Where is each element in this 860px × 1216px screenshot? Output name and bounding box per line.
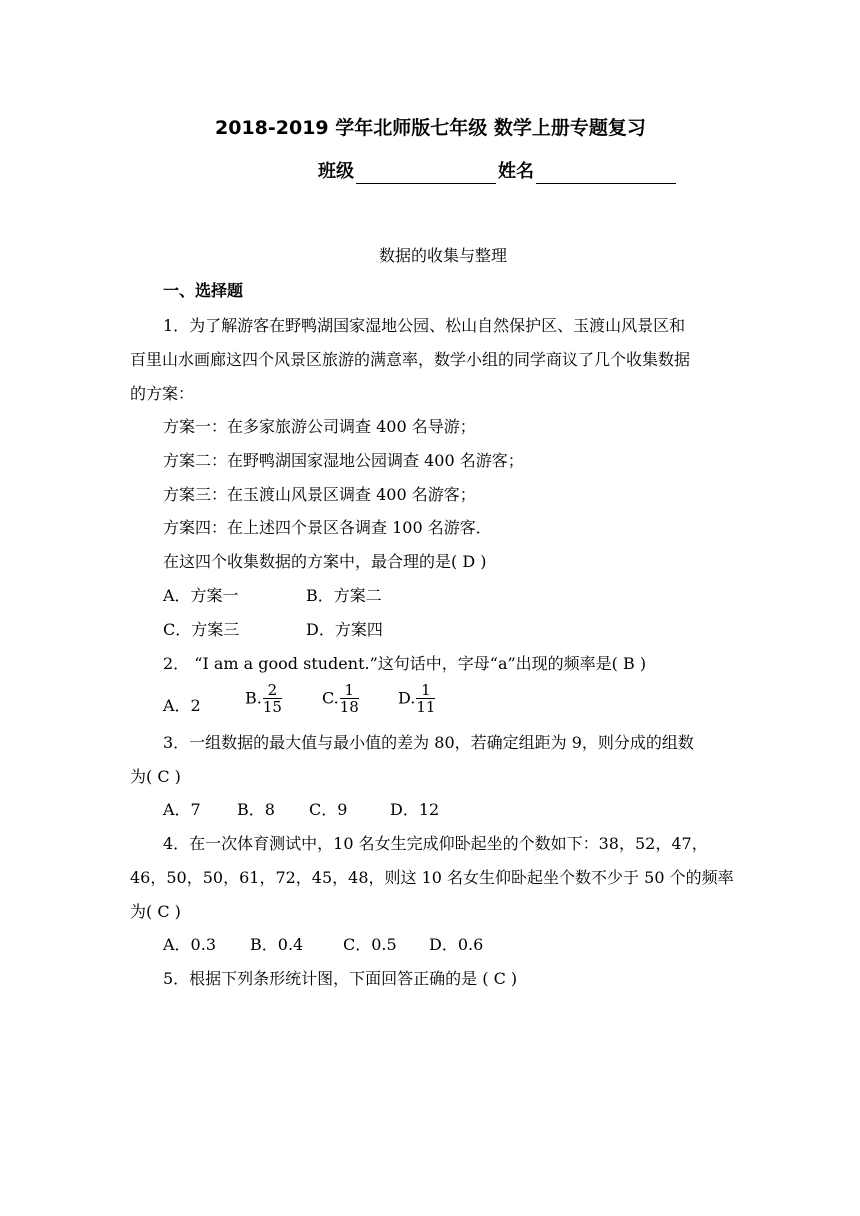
q1-line-1: 1．为了解游客在野鸭湖国家湿地公园、松山自然保护区、玉渡山风景区和 bbox=[163, 316, 686, 335]
q1-question: 在这四个收集数据的方案中，最合理的是( D ) bbox=[163, 552, 487, 571]
q3-option-b: B．8 bbox=[237, 800, 275, 819]
q2-option-b bbox=[245, 682, 282, 715]
q3-line-1: 3．一组数据的最大值与最小值的差为 80，若确定组距为 9，则分成的组数 bbox=[163, 733, 694, 752]
q1-line-2: 百里山水画廊这四个风景区旅游的满意率，数学小组的同学商议了几个收集数据 bbox=[130, 350, 691, 369]
q3-option-d: D．12 bbox=[390, 800, 440, 819]
q1-plan-4: 方案四：在上述四个景区各调查 100 名游客． bbox=[163, 518, 492, 537]
student-info-line bbox=[318, 160, 678, 184]
q1-line-3: 的方案： bbox=[130, 384, 195, 403]
q1-plan-2: 方案二：在野鸭湖国家湿地公园调查 400 名游客； bbox=[163, 451, 524, 470]
fraction-denominator: 18 bbox=[339, 698, 359, 716]
class-label: 班级 bbox=[318, 161, 354, 182]
q4-option-d: D．0.6 bbox=[429, 935, 484, 954]
fraction bbox=[340, 682, 359, 715]
q2-option-d-prefix: D. bbox=[398, 688, 416, 708]
fraction-denominator: 11 bbox=[416, 698, 436, 716]
q1-option-d: D．方案四 bbox=[306, 620, 383, 639]
q4-line-2: 46，50，50，61，72，45，48，则这 10 名女生仰卧起坐个数不少于 50 个的频率 bbox=[130, 868, 734, 887]
q4-option-c: C．0.5 bbox=[343, 935, 397, 954]
section-heading: 一、选择题 bbox=[163, 281, 244, 300]
q2-option-b-prefix: B. bbox=[245, 688, 262, 708]
q1-option-b: B．方案二 bbox=[306, 586, 382, 605]
q4-line-1: 4．在一次体育测试中，10 名女生完成仰卧起坐的个数如下：38，52，47， bbox=[163, 834, 708, 853]
fraction-numerator: 1 bbox=[340, 682, 359, 699]
q1-plan-3: 方案三：在玉渡山风景区调查 400 名游客； bbox=[163, 485, 476, 504]
q2-stem: 2． “I am a good student.”这句话中，字母“a”出现的频率是( B ) bbox=[163, 654, 647, 673]
fraction-numerator: 1 bbox=[416, 682, 435, 699]
name-label: 姓名 bbox=[498, 161, 534, 182]
class-blank[interactable] bbox=[356, 165, 496, 184]
q4-option-a: A．0.3 bbox=[163, 935, 217, 954]
q3-line-2: 为( C ) bbox=[130, 767, 181, 786]
fraction bbox=[263, 682, 282, 715]
q2-option-a: A．2 bbox=[163, 696, 201, 715]
q1-option-c: C．方案三 bbox=[163, 620, 240, 639]
q1-plan-1: 方案一：在多家旅游公司调查 400 名导游； bbox=[163, 417, 476, 436]
page-title: 2018-2019 学年北师版七年级 数学上册专题复习 bbox=[215, 117, 646, 139]
q2-option-c-prefix: C. bbox=[322, 688, 339, 708]
fraction-numerator: 2 bbox=[263, 682, 282, 699]
q3-option-c: C．9 bbox=[309, 800, 348, 819]
q4-line-3: 为( C ) bbox=[130, 902, 181, 921]
q3-option-a: A．7 bbox=[163, 800, 201, 819]
q2-option-c bbox=[322, 682, 359, 715]
fraction-denominator: 15 bbox=[262, 698, 282, 716]
fraction bbox=[416, 682, 435, 715]
document-subtitle: 数据的收集与整理 bbox=[379, 246, 508, 265]
q5-stem: 5．根据下列条形统计图，下面回答正确的是 ( C ) bbox=[163, 969, 518, 988]
q1-option-a: A．方案一 bbox=[163, 586, 239, 605]
name-blank[interactable] bbox=[536, 165, 676, 184]
q2-option-d bbox=[398, 682, 435, 715]
q4-option-b: B．0.4 bbox=[250, 935, 304, 954]
